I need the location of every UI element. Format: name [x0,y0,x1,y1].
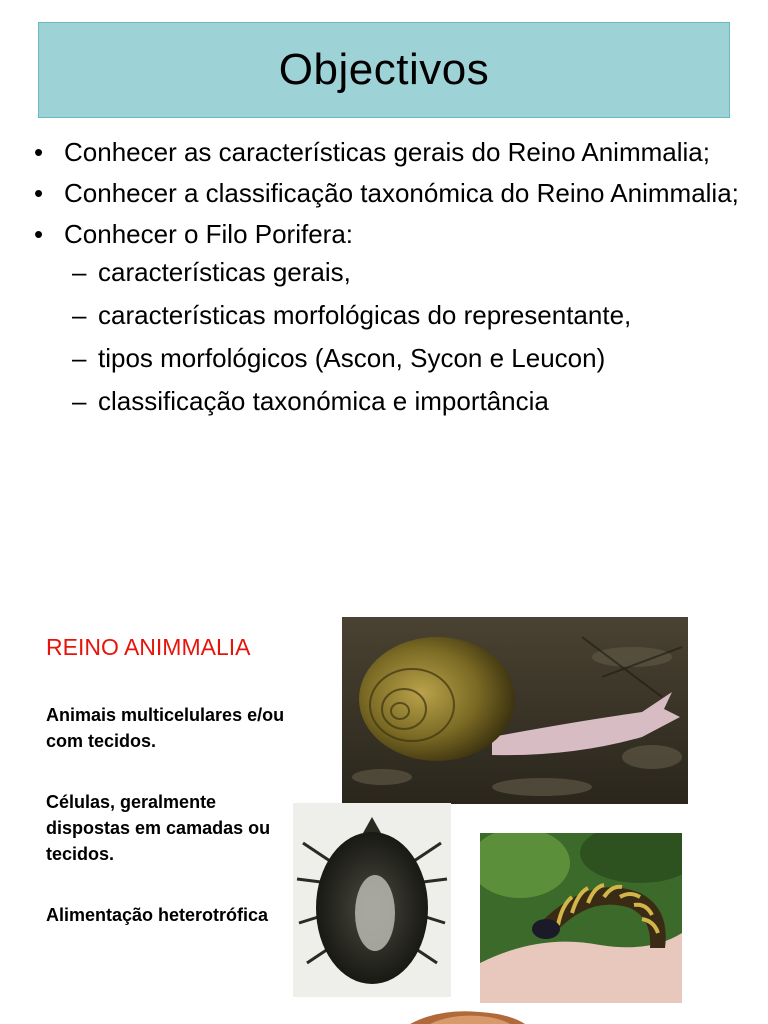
millipede-photo [480,833,682,1003]
section-heading: REINO ANIMMALIA [46,634,251,660]
tick-photo [293,803,451,997]
bullet-dot: • [34,137,44,167]
bullet-dot: • [34,219,44,249]
bullet-item [30,177,744,210]
sub-dash: – [72,257,87,287]
description-paragraph: Animais multicelulares e/ou com tecidos. [46,705,285,751]
bullet-text: Conhecer a classificação taxonómica do Reino Animmalia; [64,178,739,208]
sub-item [30,299,744,332]
bullet-dot: • [34,178,44,208]
slide-title: Objectivos [278,45,490,94]
sub-text: características gerais, [98,257,351,287]
bullet-text: Conhecer o Filo Porifera: [64,219,354,249]
sub-text: classificação taxonómica e importância [98,386,549,416]
description-paragraph: Alimentação heterotrófica [46,905,269,925]
slide-title-box [38,22,730,118]
snail-photo [342,617,688,804]
sub-dash: – [72,386,87,416]
shrimp-photo [400,1006,530,1024]
bullet-item [30,136,744,169]
bullet-item [30,218,744,251]
sub-dash: – [72,343,87,373]
description-paragraph: Células, geralmente dispostas em camadas ou tecidos. [46,792,271,864]
objectives-list [30,136,744,428]
sub-dash: – [72,300,87,330]
sub-item [30,342,744,375]
sub-item [30,256,744,289]
sub-text: características morfológicas do representante, [98,300,632,330]
bullet-text: Conhecer as características gerais do Reino Animmalia; [64,137,710,167]
sub-item [30,385,744,418]
sub-text: tipos morfológicos (Ascon, Sycon e Leucon) [98,343,606,373]
